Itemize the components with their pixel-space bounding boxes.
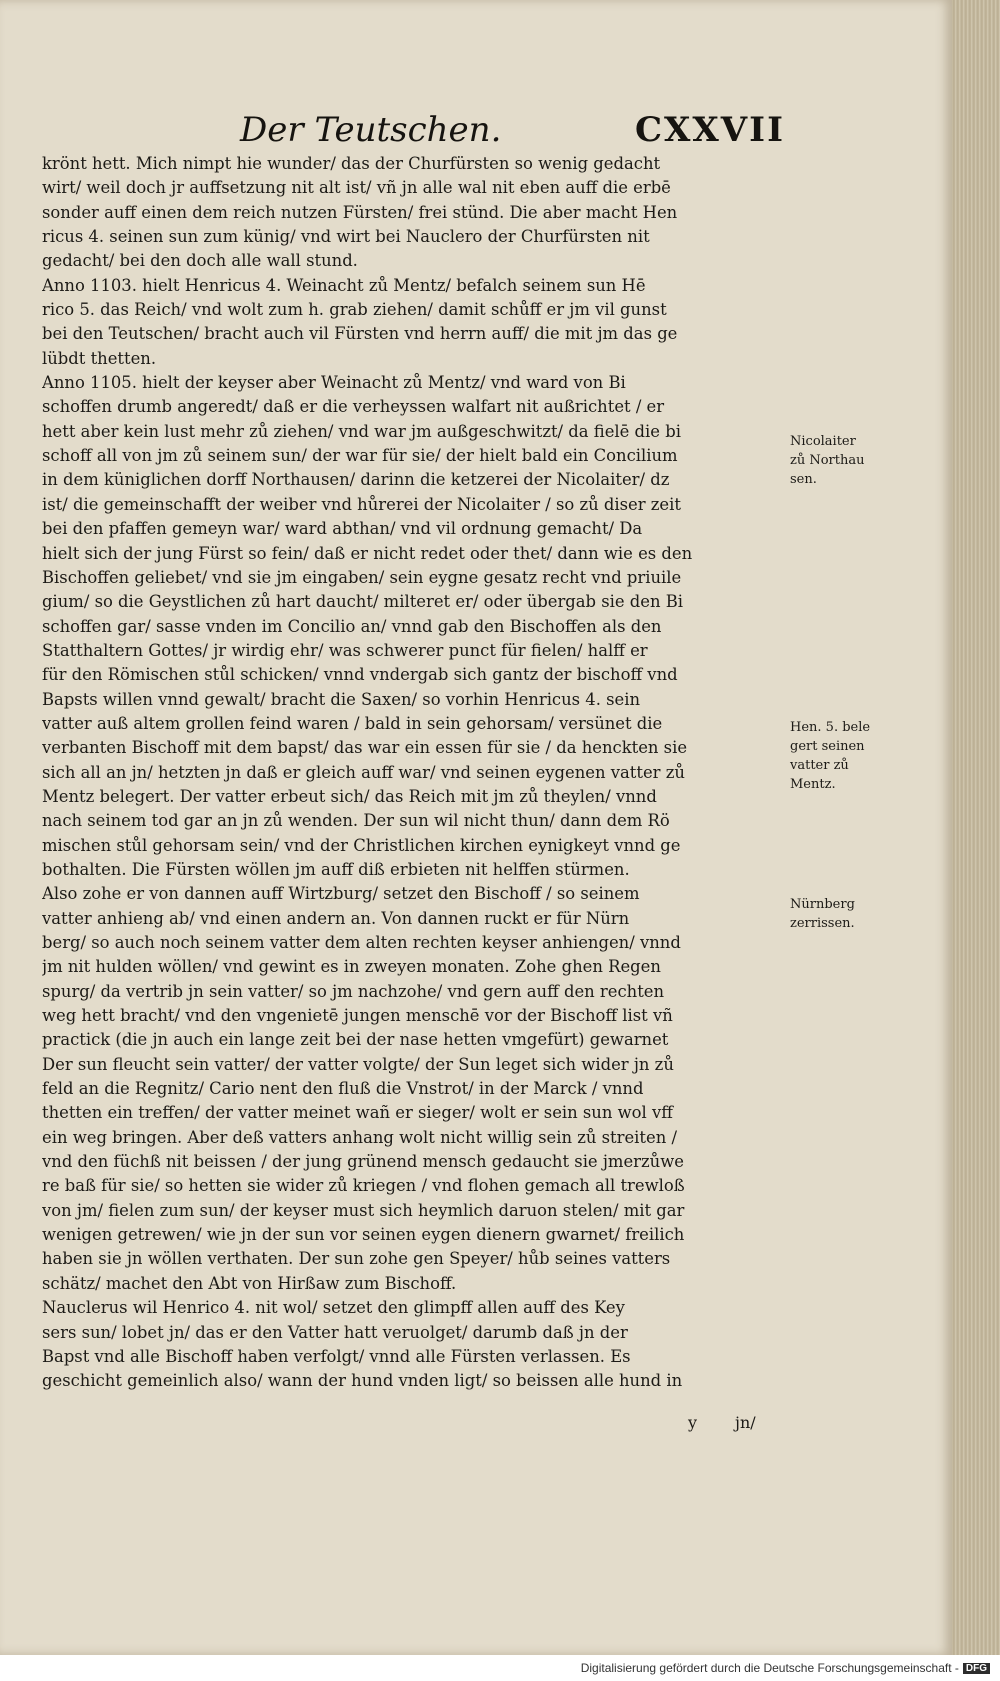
folio-number: CXXVII (634, 110, 785, 150)
text-line: vatter auß altem grollen feind waren / bald in sein gehorsam/ versünet die (42, 713, 663, 733)
text-line: sers sun/ lobet jn/ das er den Vatter hatt veruolget/ darumb daß jn der (42, 1322, 628, 1342)
text-line: lübdt thetten. (42, 348, 157, 368)
text-line: Bapst vnd alle Bischoff haben verfolgt/ vnnd alle Fürsten verlassen. Es (42, 1346, 631, 1366)
text-line: bei den Teutschen/ bracht auch vil Fürsten vnd herrn auff/ die mit jm das ge (42, 324, 678, 344)
text-line: verbanten Bischoff mit dem bapst/ das war ein essen für sie / da henckten sie (42, 738, 688, 758)
text-line: für den Römischen stůl schicken/ vnnd vndergab sich gantz der bischoff vnd (42, 665, 678, 685)
body-text (42, 152, 784, 1394)
text-line: Mentz belegert. Der vatter erbeut sich/ das Reich mit jm zů theylen/ vnnd (42, 786, 657, 806)
text-line: in dem küniglichen dorff Northausen/ darinn die ketzerei der Nicolaiter/ dz (42, 470, 670, 490)
text-line: gedacht/ bei den doch alle wall stund. (42, 251, 358, 271)
text-line: haben sie jn wöllen verthaten. Der sun zohe gen Speyer/ hůb seines vatters (42, 1249, 671, 1269)
text-line: ricus 4. seinen sun zum künig/ vnd wirt bei Nauclero der Churfürsten nit (42, 227, 650, 247)
margin-note-line: zerrissen. (790, 916, 855, 931)
running-head-title: Der Teutschen. (240, 110, 502, 150)
text-line: mischen stůl gehorsam sein/ vnd der Christlichen kirchen eynigkeyt vnnd ge (42, 835, 681, 855)
text-line: von jm/ fielen zum sun/ der keyser must sich heymlich daruon stelen/ mit gar (42, 1200, 685, 1220)
signature-mark: y (688, 1413, 698, 1432)
text-line: schätz/ machet den Abt von Hirßaw zum Bischoff. (42, 1273, 457, 1293)
text-line: geschicht gemeinlich also/ wann der hund vnden ligt/ so beissen alle hund in (42, 1371, 683, 1391)
text-line: vnd den füchß nit beissen / der jung grünend mensch gedaucht sie jmerzůwe (42, 1152, 684, 1172)
margin-note-nicolaiter (790, 432, 880, 489)
text-line: spurg/ da vertrib jn sein vatter/ so jm nachzohe/ vnd gern auff den rechten (42, 981, 665, 1001)
margin-note-line: Mentz. (790, 777, 836, 792)
text-line: Statthaltern Gottes/ jr wirdig ehr/ was schwerer punct für fielen/ halff er (42, 640, 648, 660)
running-head (240, 110, 785, 150)
text-line: krönt hett. Mich nimpt hie wunder/ das der Churfürsten so wenig gedacht (42, 154, 661, 173)
text-line: vatter anhieng ab/ vnd einen andern an. Von dannen ruckt er für Nürn (42, 908, 630, 928)
margin-note-line: Hen. 5. bele (790, 720, 871, 735)
text-line: Bapsts willen vnnd gewalt/ bracht die Saxen/ so vorhin Henricus 4. sein (42, 689, 641, 709)
text-line: jm nit hulden wöllen/ vnd gewint es in zweyen monaten. Zohe ghen Regen (42, 957, 661, 977)
text-line: Nauclerus wil Henrico 4. nit wol/ setzet den glimpff allen auff des Key (42, 1298, 625, 1318)
footer-text: Digitalisierung gefördert durch die Deutsche Forschungsgemeinschaft - (580, 1661, 959, 1675)
text-line: schoffen drumb angeredt/ daß er die verheyssen walfart nit außrichtet / er (42, 397, 665, 417)
text-line: wirt/ weil doch jr auffsetzung nit alt ist/ vñ jn alle wal nit eben auff die erbē (42, 178, 671, 198)
text-line: Bischoffen geliebet/ vnd sie jm eingaben/ sein eygne gesatz recht vnd priuile (42, 567, 682, 587)
text-line: sich all an jn/ hetzten jn daß er gleich auff war/ vnd seinen eygenen vatter zů (42, 762, 685, 782)
text-line: hett aber kein lust mehr zů ziehen/ vnd war jm außgeschwitzt/ da fielē die bi (42, 421, 681, 441)
text-line: ist/ die gemeinschafft der weiber vnd hůrerei der Nicolaiter / so zů diser zeit (42, 494, 681, 514)
margin-note-line: zů Northau (790, 453, 865, 468)
text-line: re baß für sie/ so hetten sie wider zů kriegen / vnd flohen gemach all trewloß (42, 1176, 685, 1196)
text-line: schoff all von jm zů seinem sun/ der war für sie/ der hielt bald ein Concilium (42, 446, 678, 466)
text-line: bothalten. Die Fürsten wöllen jm auff diß erbieten nit helffen stürmen. (42, 859, 630, 879)
text-line: berg/ so auch noch seinem vatter dem alten rechten keyser anhiengen/ vnnd (42, 933, 681, 952)
text-line: hielt sich der jung Fürst so fein/ daß er nicht redet oder thet/ dann wie es den (42, 543, 693, 563)
text-line: Also zohe er von dannen auff Wirtzburg/ setzet den Bischoff / so seinem (42, 884, 640, 904)
text-line: rico 5. das Reich/ vnd wolt zum h. grab ziehen/ damit schůff er jm vil gunst (42, 300, 667, 320)
text-line: nach seinem tod gar an jn zů wenden. Der sun wil nicht thun/ dann dem Rö (42, 811, 670, 831)
text-line: feld an die Regnitz/ Cario nent den fluß die Vnstrot/ in der Marck / vnnd (42, 1079, 644, 1099)
margin-note-line: vatter zů (790, 758, 849, 773)
dfg-logo: DFG (963, 1663, 990, 1674)
text-line: schoffen gar/ sasse vnden im Concilio an/ vnnd gab den Bischoffen als den (42, 616, 662, 636)
text-line: thetten ein treffen/ der vatter meinet wañ er sieger/ wolt er sein sun wol vff (42, 1103, 673, 1123)
text-line: gium/ so die Geystlichen zů hart daucht/ milteret er/ oder übergab sie den Bi (42, 592, 684, 612)
text-line: ein weg bringen. Aber deß vatters anhang wolt nicht willig sein zů streiten / (42, 1127, 677, 1147)
text-line: practick (die jn auch ein lange zeit bei der nase hetten vmgefürt) gewarnet (42, 1030, 669, 1050)
margin-note-mentz (790, 718, 880, 794)
margin-note-line: Nürnberg (790, 897, 855, 912)
text-line: bei den pfaffen gemeyn war/ ward abthan/ vnd vil ordnung gemacht/ Da (42, 519, 643, 539)
margin-note-line: Nicolaiter (790, 434, 856, 449)
margin-note-line: sen. (790, 472, 817, 487)
text-line: Der sun fleucht sein vatter/ der vatter volgte/ der Sun leget sich wider jn zů (42, 1054, 674, 1074)
text-line: Anno 1103. hielt Henricus 4. Weinacht zů Mentz/ befalch seinem sun Hē (42, 275, 646, 295)
text-line: wenigen getrewen/ wie jn der sun vor seinen eygen dienern gwarnet/ freilich (42, 1225, 685, 1245)
text-line: weg hett bracht/ vnd den vngenietē jungen menschē vor der Bischoff list vñ (42, 1006, 673, 1026)
digitization-footer (0, 1655, 1000, 1681)
catchword: jn/ (735, 1413, 756, 1432)
page-edge (952, 0, 1000, 1655)
text-line: sonder auff einen dem reich nutzen Fürsten/ frei stünd. Die aber macht Hen (42, 202, 678, 222)
margin-note-nuernberg (790, 895, 880, 933)
margin-note-line: gert seinen (790, 739, 865, 754)
text-line: Anno 1105. hielt der keyser aber Weinacht zů Mentz/ vnd ward von Bi (42, 373, 626, 393)
